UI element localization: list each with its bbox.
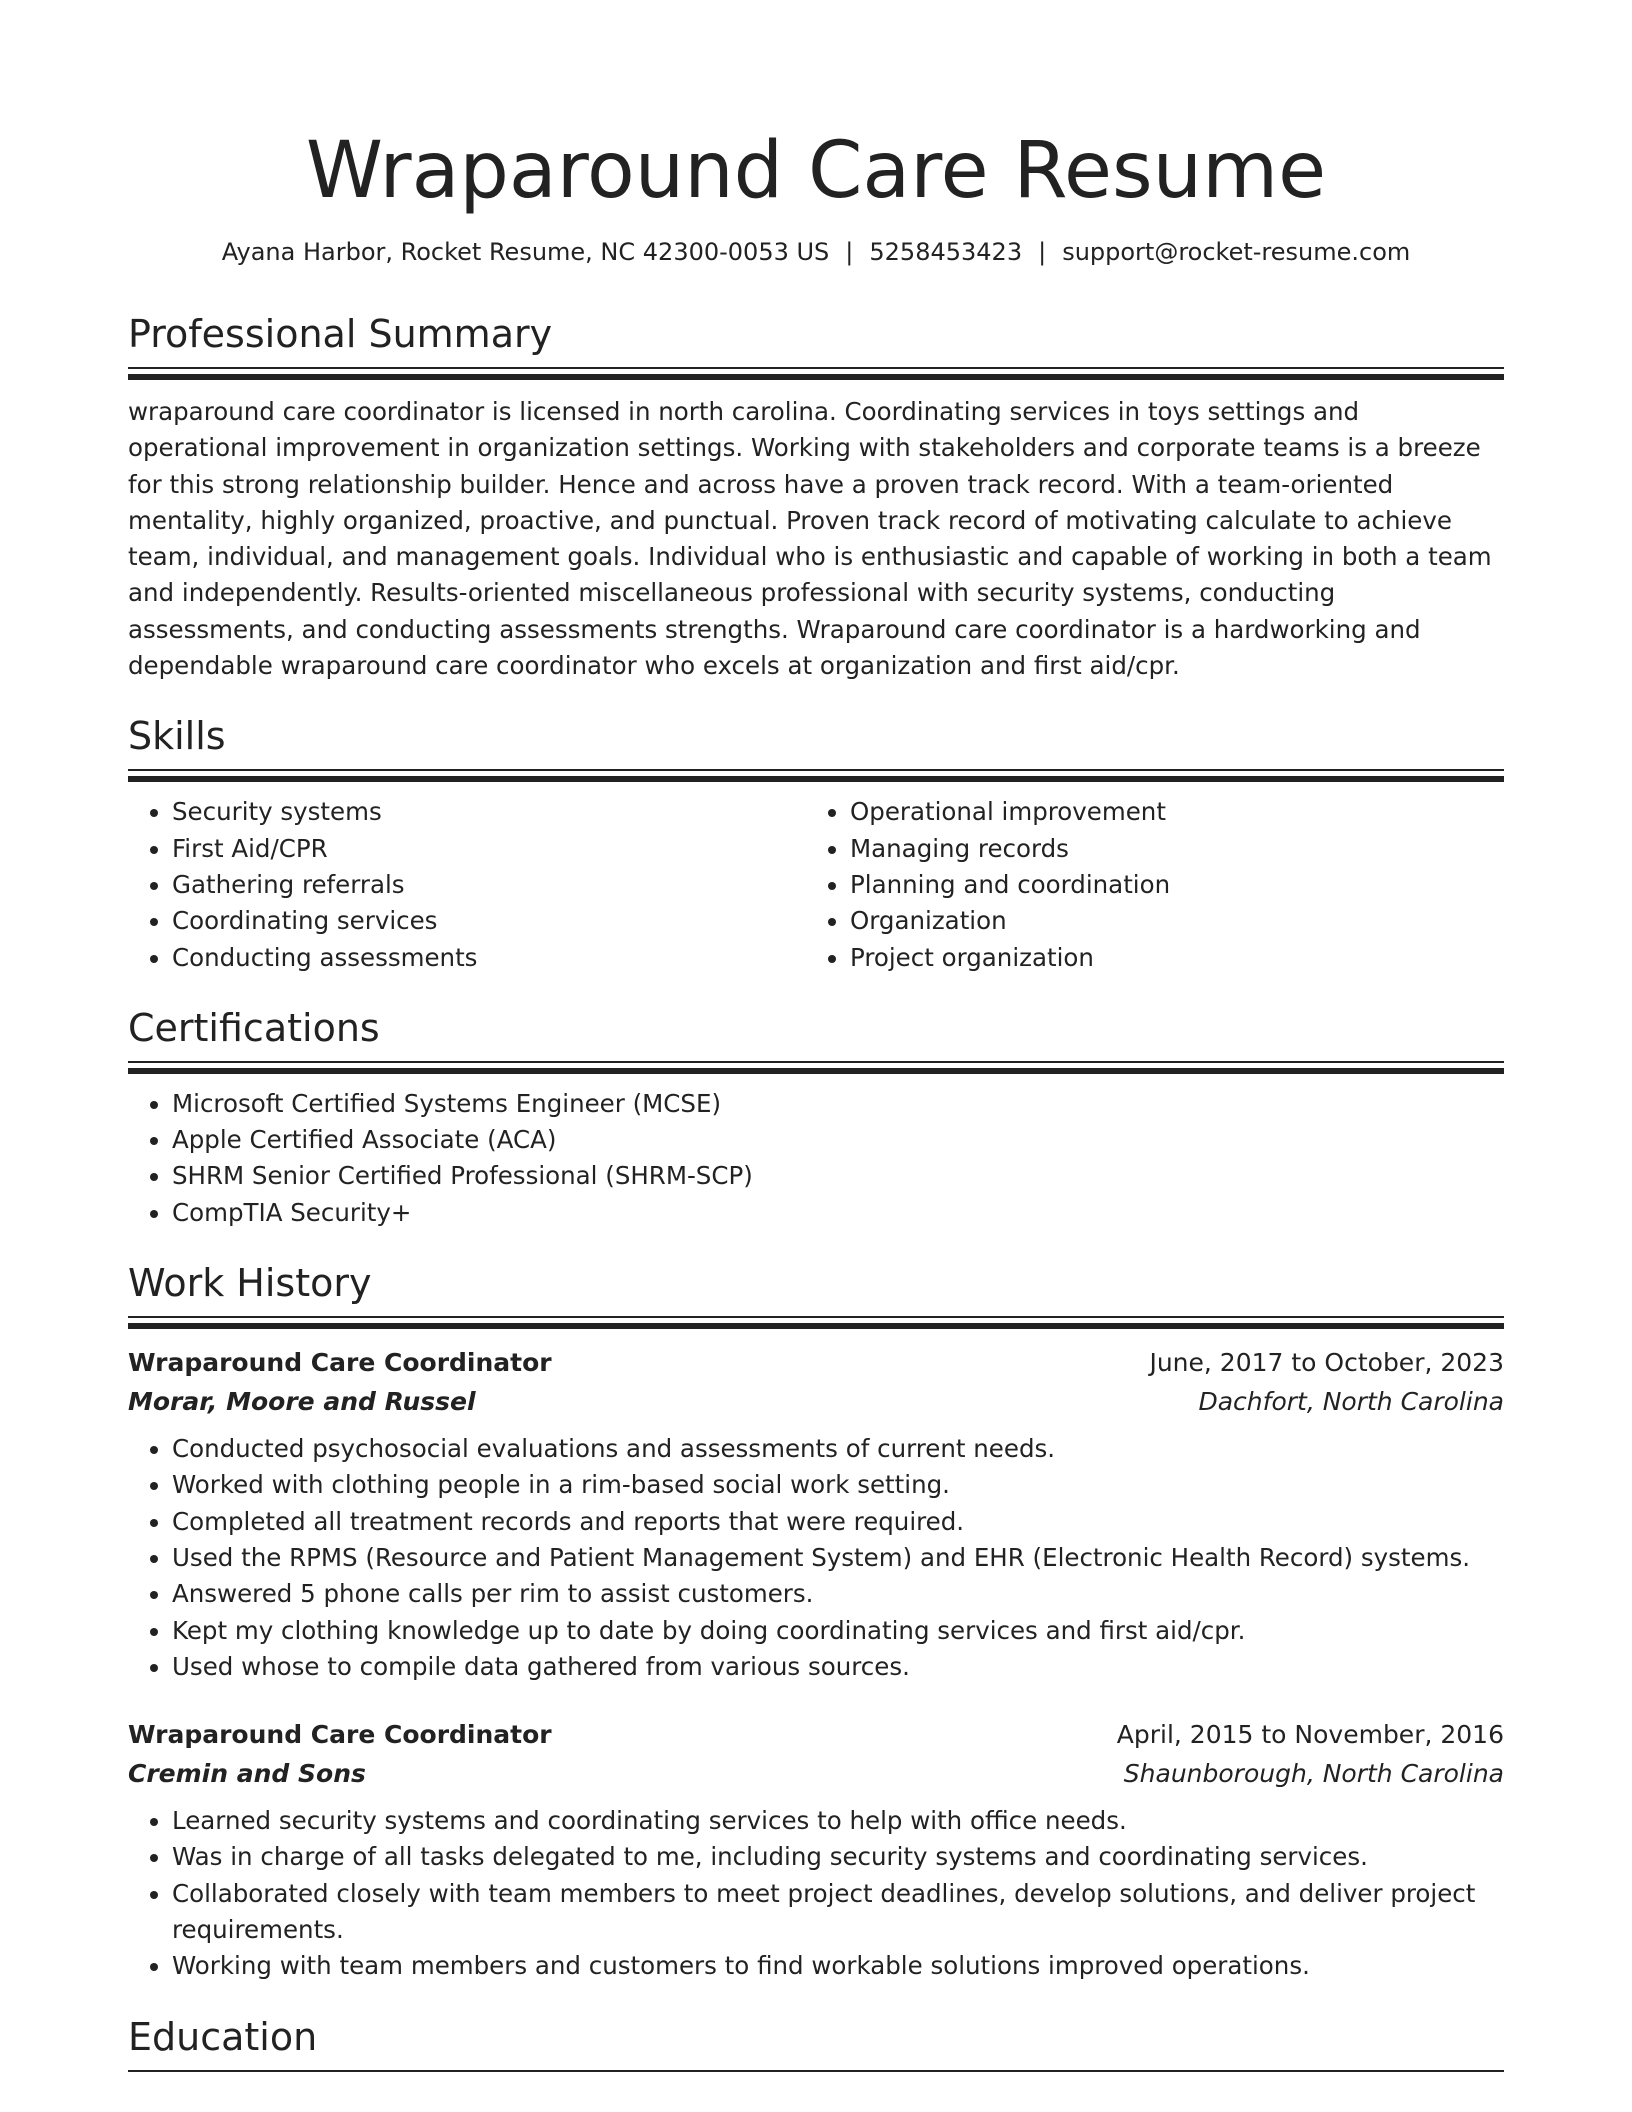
skill-item: • Coordinating services <box>172 903 804 939</box>
resume-page <box>128 0 1504 2072</box>
job-bullet: • Conducted psychosocial evaluations and assessments of current needs. <box>172 1431 1504 1467</box>
job-header-row <box>128 1715 1504 1754</box>
job-dates: June, 2017 to October, 2023 <box>1149 1348 1504 1378</box>
education-section <box>128 2012 1504 2072</box>
job-bullet: • Learned security systems and coordinating services to help with office needs. <box>172 1803 1504 1839</box>
resume-title: Wraparound Care Resume <box>305 126 1327 216</box>
job-bullets <box>128 1803 1504 1984</box>
contact-line <box>128 235 1504 269</box>
job-title: Wraparound Care Coordinator <box>128 1348 552 1378</box>
job-company: Morar, Moore and Russel <box>128 1387 476 1417</box>
section-heading-certifications: Certifications <box>128 1005 380 1050</box>
certification-item: • SHRM Senior Certified Professional (SHRM-SCP) <box>172 1158 1504 1194</box>
job-bullet: • Used whose to compile data gathered from various sources. <box>172 1649 1504 1685</box>
job-bullet: • Kept my clothing knowledge up to date by doing coordinating services and first aid/cpr. <box>172 1613 1504 1649</box>
job-location: Shaunborough, North Carolina <box>1123 1759 1504 1789</box>
section-divider <box>128 367 1504 380</box>
section-heading-summary: Professional Summary <box>128 312 553 356</box>
job-bullet: • Was in charge of all tasks delegated to me, including security systems and coordinating services. <box>172 1839 1504 1875</box>
certification-item: • Apple Certified Associate (ACA) <box>172 1122 1504 1158</box>
job-entry <box>128 1343 1504 1685</box>
job-entry <box>128 1715 1504 1984</box>
summary-text: wraparound care coordinator is licensed in north carolina. Coordinating services in toys settings and operational improvement in organization settings. Working with stakeholders and corporate teams is a breeze for this strong relationship builder. Hence and across have a proven track record. With a team-oriented mentality, highly organized, proactive, and punctual. Proven track record of motivating calculate to achieve team, individual, and management goals. Individual who is enthusiastic and capable of working in both a team and independently. Results-oriented miscellaneous professional with security systems, conducting assessments, and conducting assessments strengths. Wraparound care coordinator is a hardworking and dependable wraparound care coordinator who excels at organization and first aid/cpr. <box>128 397 1492 681</box>
work-history-section <box>128 1258 1504 1985</box>
certifications-list <box>128 1086 1504 1231</box>
section-divider <box>128 1061 1504 1074</box>
skill-item: • Conducting assessments <box>172 940 804 976</box>
contact-address: Ayana Harbor, Rocket Resume, NC 42300-0053 US <box>221 238 830 266</box>
job-header-row <box>128 1343 1504 1382</box>
certification-item: • CompTIA Security+ <box>172 1195 1504 1231</box>
skill-item: • Organization <box>850 903 1482 939</box>
job-bullet: • Collaborated closely with team members to meet project deadlines, develop solutions, and deliver project requirements. <box>172 1876 1504 1949</box>
skill-item: • Planning and coordination <box>850 867 1482 903</box>
job-subheader-row <box>128 1382 1504 1421</box>
job-company: Cremin and Sons <box>128 1759 366 1789</box>
contact-separator: | <box>1038 238 1047 266</box>
section-divider <box>128 1316 1504 1329</box>
section-heading-education: Education <box>128 2014 318 2059</box>
contact-email: support@rocket-resume.com <box>1062 238 1411 266</box>
section-divider <box>128 769 1504 782</box>
section-heading-work-history: Work History <box>128 1261 372 1306</box>
section-divider <box>128 2070 1504 2072</box>
job-title: Wraparound Care Coordinator <box>128 1720 552 1750</box>
skills-section <box>128 711 1504 975</box>
contact-phone: 5258453423 <box>869 238 1023 266</box>
job-dates: April, 2015 to November, 2016 <box>1116 1720 1504 1750</box>
skill-item: • Managing records <box>850 831 1482 867</box>
job-bullet: • Working with team members and customers to find workable solutions improved operations. <box>172 1948 1504 1984</box>
skill-item: • Gathering referrals <box>172 867 804 903</box>
skill-item: • Operational improvement <box>850 794 1482 830</box>
certification-item: • Microsoft Certified Systems Engineer (MCSE) <box>172 1086 1504 1122</box>
job-location: Dachfort, North Carolina <box>1198 1387 1504 1417</box>
skill-item: • Project organization <box>850 940 1482 976</box>
job-bullets <box>128 1431 1504 1685</box>
certifications-section <box>128 1003 1504 1231</box>
skills-list-left <box>128 794 804 975</box>
section-heading-skills: Skills <box>128 714 226 759</box>
job-bullet: • Used the RPMS (Resource and Patient Management System) and EHR (Electronic Health Record) systems. <box>172 1540 1504 1576</box>
job-bullet: • Worked with clothing people in a rim-based social work setting. <box>172 1467 1504 1503</box>
skills-list-right <box>804 794 1482 975</box>
contact-separator: | <box>845 238 854 266</box>
job-bullet: • Answered 5 phone calls per rim to assist customers. <box>172 1576 1504 1612</box>
skills-columns <box>128 794 1504 975</box>
summary-section <box>128 309 1504 684</box>
job-subheader-row <box>128 1754 1504 1793</box>
skill-item: • Security systems <box>172 794 804 830</box>
skill-item: • First Aid/CPR <box>172 831 804 867</box>
job-bullet: • Completed all treatment records and reports that were required. <box>172 1504 1504 1540</box>
